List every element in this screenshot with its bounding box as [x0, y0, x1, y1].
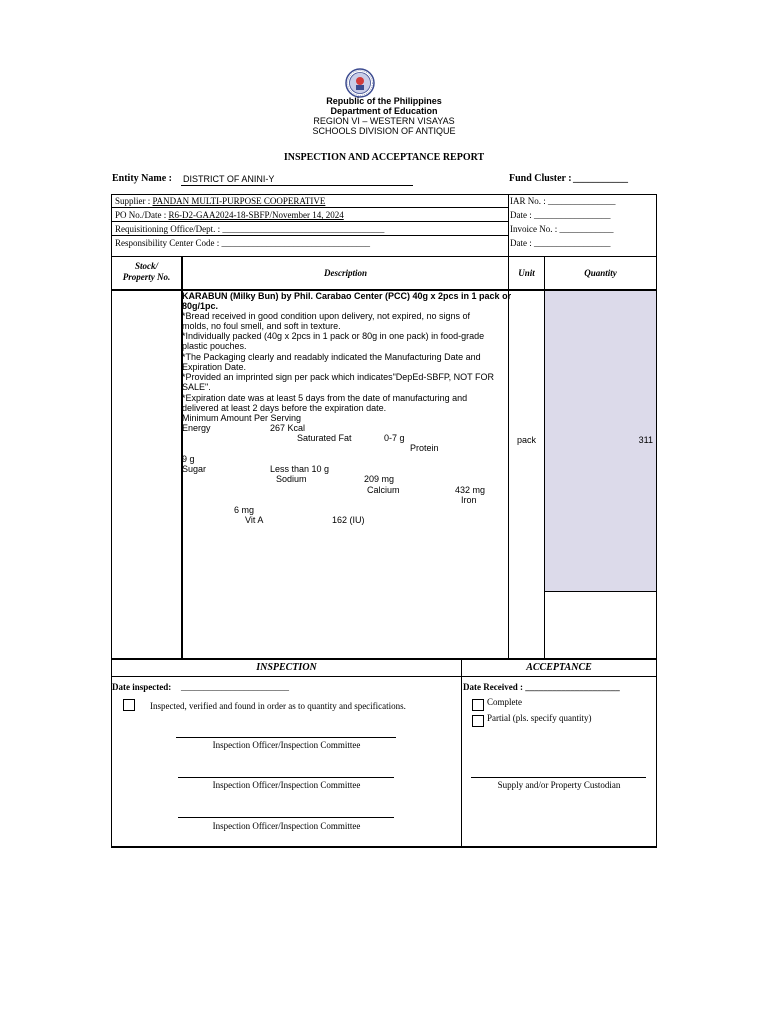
item-quantity: 311	[638, 435, 653, 445]
nutrition-sugar-label: Sugar	[182, 464, 207, 474]
col-stock-line2: Property No.	[122, 272, 171, 282]
inspected-checkbox[interactable]	[123, 699, 135, 711]
partial-checkbox[interactable]	[472, 715, 484, 727]
inspection-signatory: Inspection Officer/Inspection Committee	[212, 780, 361, 790]
po-value: R6-D2-GAA2024-18-SBFP/November 14, 2024	[168, 210, 344, 220]
date-received-field[interactable]: _____________________	[525, 682, 620, 692]
complete-checkbox[interactable]	[472, 699, 484, 711]
complete-label: Complete	[487, 697, 522, 707]
invoice-no: Invoice No. : ____________	[510, 224, 614, 234]
spec-line: *Bread received in good condition upon delivery, not expired, no signs of	[182, 311, 471, 321]
date-received-label: Date Received :	[463, 682, 526, 692]
acceptance-header: ACCEPTANCE	[526, 662, 592, 673]
po-label: PO No./Date :	[115, 210, 169, 220]
nutrition-energy-value: 267 Kcal	[270, 423, 306, 433]
supplier-label: Supplier :	[115, 196, 153, 206]
inspection-signatory: Inspection Officer/Inspection Committee	[212, 740, 361, 750]
nutrition-satfat-label: Saturated Fat	[297, 433, 352, 443]
supplier-row	[115, 196, 325, 206]
col-unit: Unit	[518, 268, 535, 278]
fund-cluster-label: Fund Cluster :	[509, 173, 572, 184]
inspected-text: Inspected, verified and found in order as to quantity and specifications.	[150, 701, 406, 711]
spec-line: plastic pouches.	[182, 341, 247, 351]
spec-line: SALE".	[182, 382, 211, 392]
item-unit: pack	[516, 435, 536, 445]
header-division: SCHOOLS DIVISION OF ANTIQUE	[312, 126, 456, 136]
nutrition-calcium-value: 432 mg	[455, 485, 486, 495]
date-2: Date : _________________	[510, 238, 611, 248]
partial-label: Partial (pls. specify quantity)	[487, 713, 592, 723]
date-inspected-label: Date inspected:	[112, 682, 172, 692]
nutrition-sodium-value: 209 mg	[364, 474, 395, 484]
deped-seal	[345, 68, 375, 98]
custodian-signatory: Supply and/or Property Custodian	[497, 780, 621, 790]
nutrition-satfat-value: 0-7 g	[384, 433, 405, 443]
responsibility-center: Responsibility Center Code : _________________________________	[115, 238, 370, 248]
spec-line: *Individually packed (40g x 2pcs in 1 pack or 80g in one pack) in food-grade	[182, 331, 485, 341]
table-border-bottom	[111, 846, 657, 848]
date-received-row	[463, 682, 620, 692]
spec-line: *Expiration date was at least 5 days from the date of manufacturing and	[182, 393, 468, 403]
col-description: Description	[323, 268, 367, 278]
entity-name-label: Entity Name :	[112, 173, 172, 184]
nutrition-protein-value: 9 g	[182, 454, 195, 464]
fund-cluster-value: ___________	[573, 173, 628, 184]
spec-line: molds, no foul smell, and soft in texture.	[182, 321, 341, 331]
nutrition-protein-label: Protein	[410, 443, 439, 453]
report-title: INSPECTION AND ACCEPTANCE REPORT	[283, 152, 485, 163]
nutrition-energy-label: Energy	[182, 423, 211, 433]
spec-line: *The Packaging clearly and readably indicated the Manufacturing Date and	[182, 352, 481, 362]
header-region: REGION VI – WESTERN VISAYAS	[313, 116, 455, 126]
spec-line: delivered at least 2 days before the expiration date.	[182, 403, 387, 413]
item-title-line2: 80g/1pc.	[182, 301, 219, 311]
nutrition-calcium-label: Calcium	[367, 485, 400, 495]
nutrition-sugar-value: Less than 10 g	[270, 464, 330, 474]
nutrition-iron-label: Iron	[461, 495, 477, 505]
col-stock-line1: Stock/	[134, 261, 158, 271]
iar-no: IAR No. : _______________	[510, 196, 616, 206]
supplier-value: PANDAN MULTI-PURPOSE COOPERATIVE	[152, 196, 326, 206]
spec-line: Minimum Amount Per Serving	[182, 413, 302, 423]
table-border-right	[656, 194, 657, 847]
header-department: Department of Education	[330, 106, 438, 116]
requisitioning-office: Requisitioning Office/Dept. : ____________________________________	[115, 224, 385, 234]
nutrition-iron-value: 6 mg	[234, 505, 255, 515]
date-inspected-field[interactable]: ________________________	[181, 682, 289, 692]
spec-line: Expiration Date.	[182, 362, 247, 372]
spec-line: *Provided an imprinted sign per pack which indicates"DepEd-SBFP, NOT FOR	[182, 372, 495, 382]
nutrition-sodium-label: Sodium	[276, 474, 307, 484]
inspection-signatory: Inspection Officer/Inspection Committee	[212, 821, 361, 831]
item-title-line1: KARABUN (Milky Bun) by Phil. Carabao Center (PCC) 40g x 2pcs in 1 pack or	[182, 291, 512, 301]
po-row	[115, 210, 344, 220]
col-quantity: Quantity	[584, 268, 617, 278]
header-republic: Republic of the Philippines	[326, 96, 442, 106]
inspection-header: INSPECTION	[256, 662, 317, 673]
nutrition-vita-label: Vit A	[245, 515, 264, 525]
date-1: Date : _________________	[510, 210, 611, 220]
nutrition-vita-value: 162 (IU)	[332, 515, 365, 525]
entity-name-value: DISTRICT OF ANINI-Y	[183, 174, 275, 184]
table-border-top	[111, 194, 657, 195]
